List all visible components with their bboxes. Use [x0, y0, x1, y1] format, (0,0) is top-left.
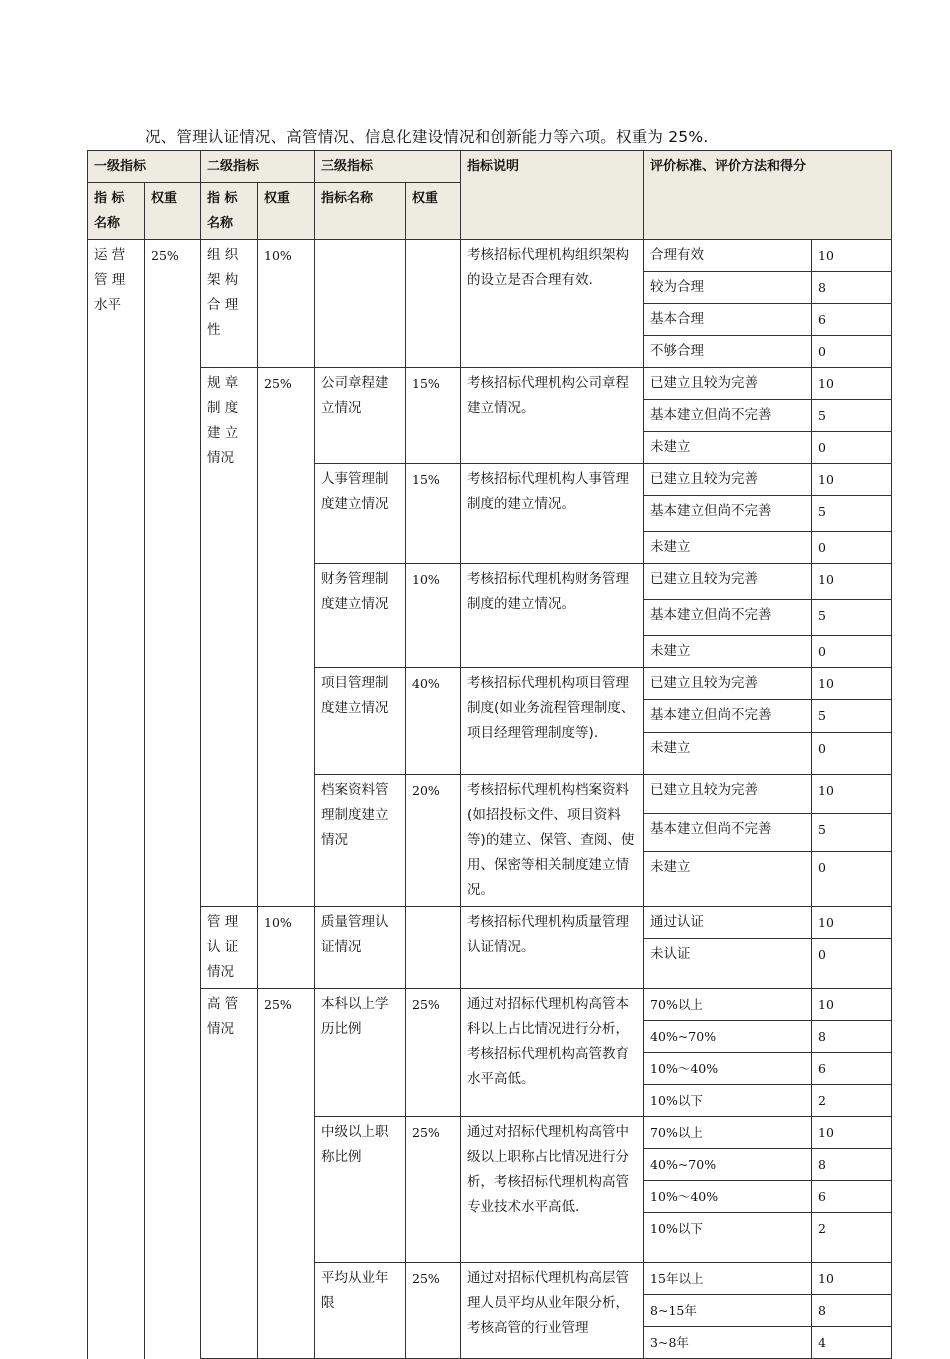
table-row — [88, 368, 892, 400]
criteria-label: 已建立且较为完善 — [644, 775, 812, 814]
l2-name: 高 管 情况 — [201, 989, 258, 1359]
criteria-score: 10 — [812, 668, 892, 700]
criteria-label: 8~15年 — [644, 1295, 812, 1327]
criteria-label: 10%以下 — [644, 1085, 812, 1117]
l3-weight: 25% — [406, 1117, 461, 1263]
l3-desc: 通过对招标代理机构高管中级以上职称占比情况进行分析，考核招标代理机构高管专业技术水平高低. — [461, 1117, 644, 1263]
header-level1: 一级指标 — [88, 151, 201, 183]
criteria-label: 已建立且较为完善 — [644, 564, 812, 600]
l3-desc: 考核招标代理机构档案资料(如招投标文件、项目资料等)的建立、保管、查阅、使用、保密等相关制度建立情况。 — [461, 775, 644, 907]
header-l1-name: 指 标 名称 — [88, 183, 145, 240]
l2-weight: 10% — [258, 240, 315, 368]
header-desc: 指标说明 — [461, 151, 644, 240]
intro-text: 况、管理认证情况、高管情况、信息化建设情况和创新能力等六项。权重为 25%. — [145, 128, 709, 146]
l3-name: 财务管理制度建立情况 — [315, 564, 406, 668]
l1-name: 运 营 管 理 水平 — [88, 240, 145, 1359]
l3-weight: 15% — [406, 368, 461, 464]
l3-desc: 考核招标代理机构公司章程建立情况。 — [461, 368, 644, 464]
table-row — [88, 240, 892, 272]
l3-desc: 通过对招标代理机构高管本科以上占比情况进行分析，考核招标代理机构高管教育水平高低。 — [461, 989, 644, 1117]
header-row-1 — [88, 151, 892, 183]
header-l1-weight: 权重 — [145, 183, 201, 240]
l3-weight: 25% — [406, 1263, 461, 1359]
criteria-score: 2 — [812, 1085, 892, 1117]
criteria-score: 0 — [812, 636, 892, 668]
criteria-score: 0 — [812, 852, 892, 907]
criteria-score: 10 — [812, 564, 892, 600]
l3-name: 人事管理制度建立情况 — [315, 464, 406, 564]
criteria-label: 通过认证 — [644, 907, 812, 939]
criteria-label: 基本建立但尚不完善 — [644, 400, 812, 432]
criteria-label: 未建立 — [644, 733, 812, 775]
criteria-score: 10 — [812, 989, 892, 1021]
l2-weight: 25% — [258, 368, 315, 907]
criteria-label: 已建立且较为完善 — [644, 464, 812, 496]
table-row — [88, 907, 892, 939]
criteria-score: 10 — [812, 1117, 892, 1149]
l1-weight: 25% — [145, 240, 201, 1359]
l3-weight: 40% — [406, 668, 461, 775]
table-row — [88, 989, 892, 1021]
evaluation-table — [87, 150, 892, 1359]
criteria-label: 未建立 — [644, 532, 812, 564]
header-criteria: 评价标准、评价方法和得分 — [644, 151, 892, 240]
criteria-label: 基本建立但尚不完善 — [644, 700, 812, 733]
criteria-score: 5 — [812, 600, 892, 636]
criteria-score: 6 — [812, 1053, 892, 1085]
header-l3-weight: 权重 — [406, 183, 461, 240]
criteria-score: 0 — [812, 432, 892, 464]
criteria-label: 较为合理 — [644, 272, 812, 304]
criteria-score: 8 — [812, 272, 892, 304]
header-level3: 三级指标 — [315, 151, 461, 183]
criteria-label: 基本建立但尚不完善 — [644, 496, 812, 532]
criteria-score: 5 — [812, 496, 892, 532]
l3-weight: 20% — [406, 775, 461, 907]
criteria-label: 未建立 — [644, 852, 812, 907]
criteria-label: 70%以上 — [644, 989, 812, 1021]
criteria-score: 4 — [812, 1327, 892, 1359]
criteria-score: 10 — [812, 907, 892, 939]
criteria-label: 基本合理 — [644, 304, 812, 336]
l3-weight: 15% — [406, 464, 461, 564]
criteria-score: 8 — [812, 1149, 892, 1181]
criteria-label: 未建立 — [644, 636, 812, 668]
criteria-label: 3~8年 — [644, 1327, 812, 1359]
l3-weight: 25% — [406, 989, 461, 1117]
criteria-score: 8 — [812, 1021, 892, 1053]
l3-weight: 10% — [406, 564, 461, 668]
criteria-score: 0 — [812, 733, 892, 775]
criteria-score: 10 — [812, 1263, 892, 1295]
criteria-label: 已建立且较为完善 — [644, 368, 812, 400]
l3-name: 公司章程建立情况 — [315, 368, 406, 464]
criteria-label: 70%以上 — [644, 1117, 812, 1149]
l3-name: 本科以上学历比例 — [315, 989, 406, 1117]
header-l2-weight: 权重 — [258, 183, 315, 240]
criteria-label: 已建立且较为完善 — [644, 668, 812, 700]
l3-name: 项目管理制度建立情况 — [315, 668, 406, 775]
criteria-score: 5 — [812, 700, 892, 733]
criteria-label: 10%以下 — [644, 1213, 812, 1263]
l2-name: 规 章 制 度 建 立 情况 — [201, 368, 258, 907]
criteria-label: 不够合理 — [644, 336, 812, 368]
criteria-label: 合理有效 — [644, 240, 812, 272]
criteria-score: 10 — [812, 368, 892, 400]
l3-desc: 通过对招标代理机构高层管理人员平均从业年限分析，考核高管的行业管理 — [461, 1263, 644, 1359]
l3-desc: 考核招标代理机构项目管理制度(如业务流程管理制度、项目经理管理制度等). — [461, 668, 644, 775]
criteria-score: 0 — [812, 336, 892, 368]
criteria-label: 15年以上 — [644, 1263, 812, 1295]
l2-name: 组 织 架 构 合 理 性 — [201, 240, 258, 368]
l3-name: 质量管理认证情况 — [315, 907, 406, 989]
l3-desc: 考核招标代理机构财务管理制度的建立情况。 — [461, 564, 644, 668]
l3-name: 档案资料管理制度建立情况 — [315, 775, 406, 907]
l2-weight: 25% — [258, 989, 315, 1359]
l3-desc: 考核招标代理机构组织架构的设立是否合理有效. — [461, 240, 644, 368]
l2-name: 管 理 认 证 情况 — [201, 907, 258, 989]
criteria-score: 10 — [812, 240, 892, 272]
criteria-label: 未认证 — [644, 939, 812, 989]
criteria-score: 10 — [812, 464, 892, 496]
l3-desc: 考核招标代理机构质量管理认证情况。 — [461, 907, 644, 989]
criteria-label: 未建立 — [644, 432, 812, 464]
criteria-score: 2 — [812, 1213, 892, 1263]
criteria-score: 10 — [812, 775, 892, 814]
header-level2: 二级指标 — [201, 151, 315, 183]
l3-name: 平均从业年限 — [315, 1263, 406, 1359]
header-l3-name: 指标名称 — [315, 183, 406, 240]
criteria-score: 6 — [812, 304, 892, 336]
criteria-score: 5 — [812, 400, 892, 432]
criteria-score: 5 — [812, 814, 892, 852]
criteria-score: 0 — [812, 532, 892, 564]
criteria-label: 40%~70% — [644, 1149, 812, 1181]
criteria-label: 40%~70% — [644, 1021, 812, 1053]
criteria-score: 0 — [812, 939, 892, 989]
l3-desc: 考核招标代理机构人事管理制度的建立情况。 — [461, 464, 644, 564]
criteria-label: 10%～40% — [644, 1053, 812, 1085]
l3-weight — [406, 907, 461, 989]
header-l2-name: 指 标 名称 — [201, 183, 258, 240]
criteria-score: 8 — [812, 1295, 892, 1327]
criteria-label: 基本建立但尚不完善 — [644, 814, 812, 852]
l3-name — [315, 240, 406, 368]
criteria-label: 10%～40% — [644, 1181, 812, 1213]
l3-weight — [406, 240, 461, 368]
l3-name: 中级以上职称比例 — [315, 1117, 406, 1263]
l2-weight: 10% — [258, 907, 315, 989]
criteria-label: 基本建立但尚不完善 — [644, 600, 812, 636]
criteria-score: 6 — [812, 1181, 892, 1213]
